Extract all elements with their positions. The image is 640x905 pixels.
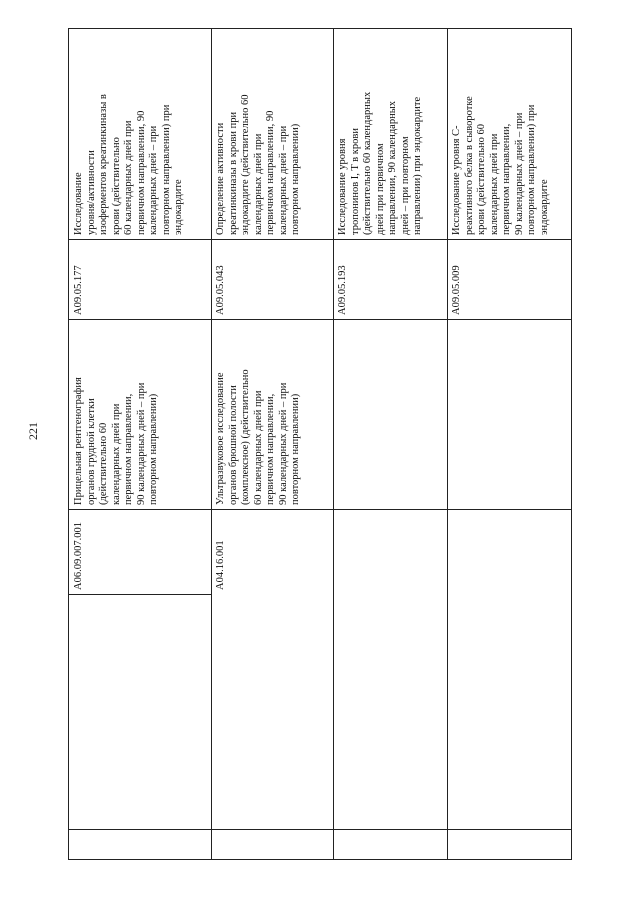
page-number: 221 bbox=[26, 422, 40, 440]
service-text: Прицельная рентгенография органов грудной клетки (действительно 60 календарных дней при первичном направлении, 90 календарных дней – при повторном направлении) bbox=[73, 377, 159, 505]
table-row-3-code-1 bbox=[333, 509, 447, 594]
service-text: Исследование уровня С- реактивного белка в сыворотке крови (действительно 60 календарных дней при первичном направлении, 90 календарных дней – при повторном направлении) при эндокардите bbox=[451, 96, 550, 235]
table-row-4-service-2 bbox=[447, 29, 571, 239]
code-text: A09.05.043 bbox=[215, 265, 226, 315]
table-row-4-code-1 bbox=[447, 509, 571, 594]
code-text: A09.05.009 bbox=[451, 265, 462, 315]
service-text: Исследование уровня/активности изоферментов креатинкиназы в крови (действительно 60 календарных дней при первичном направлении, 90 календарных дней – при повторном направлении) при эндокардите bbox=[73, 94, 184, 235]
column-divider bbox=[69, 594, 211, 595]
code-text: A09.05.177 bbox=[73, 265, 84, 315]
services-table bbox=[68, 28, 572, 860]
table-row-1-code-1 bbox=[69, 509, 211, 594]
table-row-4-code-2 bbox=[447, 239, 571, 319]
table-row-3-service-2 bbox=[333, 29, 447, 239]
table-row-2-code-2 bbox=[211, 239, 333, 319]
code-text: A04.16.001 bbox=[215, 540, 226, 590]
code-text: A09.05.193 bbox=[337, 265, 348, 315]
column-divider bbox=[69, 829, 571, 830]
service-text: Исследование уровня тропонинов I, T в крови (действительно 60 календарных дней при первичном направлении, 90 календарных дней – при повторном направлении) при эндокардите bbox=[337, 91, 423, 235]
table-row-2-service-1 bbox=[211, 319, 333, 509]
service-text: Ультразвуковое исследование органов брюшной полости (комплексное) (действительно 60 календарных дней при первичном направлении, 90 календарных дней – при повторном направлении) bbox=[215, 369, 301, 505]
table-row-3-service-1 bbox=[333, 319, 447, 509]
table-row-1-code-2 bbox=[69, 239, 211, 319]
table-row-1-service-2 bbox=[69, 29, 211, 239]
table-row-2-service-2 bbox=[211, 29, 333, 239]
code-text: A06.09.007.001 bbox=[73, 522, 84, 590]
table-row-4-service-1 bbox=[447, 319, 571, 509]
service-text: Определение активности креатинкиназы в крови при эндокардите (действительно 60 календарных дней при первичном направлении, 90 календарных дней – при повторном направлении) bbox=[215, 94, 301, 235]
table-row-2-code-1 bbox=[211, 509, 333, 594]
table-row-3-code-2 bbox=[333, 239, 447, 319]
table-row-1-service-1 bbox=[69, 319, 211, 509]
